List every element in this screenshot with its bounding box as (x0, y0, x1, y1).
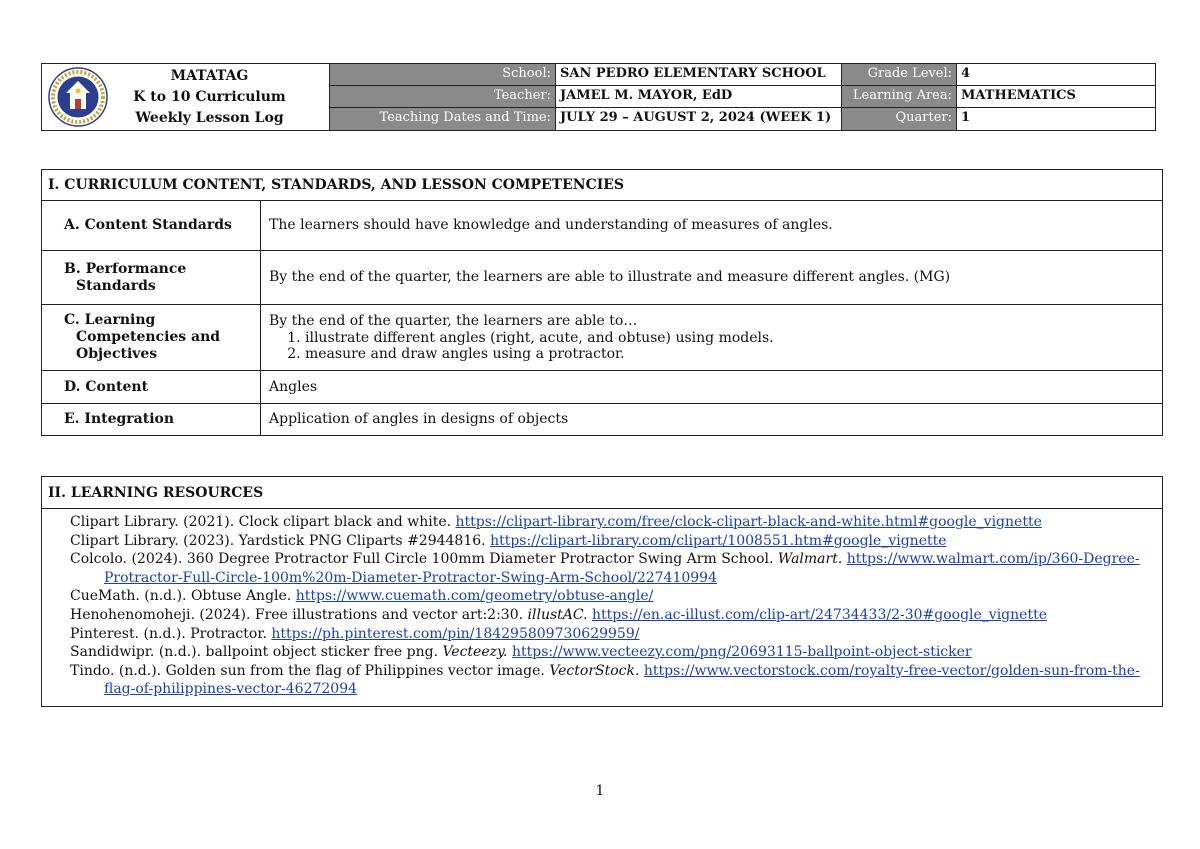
section1-heading: I. CURRICULUM CONTENT, STANDARDS, AND LESSON COMPETENCIES (42, 170, 1163, 201)
list-item (70, 625, 1162, 644)
ref-source: VectorStock. (549, 662, 640, 679)
competencies-value (261, 305, 1163, 371)
list-item: 1. illustrate different angles (right, acute, and obtuse) using models. (305, 330, 1156, 346)
grade-label: Grade Level: (842, 64, 957, 86)
competencies-label: C. Learning Competencies and Objectives (42, 305, 261, 371)
ref-link[interactable]: https://clipart-library.com/clipart/1008551.htm#google_vignette (490, 532, 947, 549)
area-value: MATHEMATICS (957, 86, 1155, 108)
school-value: SAN PEDRO ELEMENTARY SCHOOL (556, 64, 842, 86)
reference-list (42, 509, 1162, 699)
integration-label: E. Integration (42, 404, 261, 436)
content-standards-label: A. Content Standards (42, 201, 261, 251)
list-item: 2. measure and draw angles using a protractor. (305, 346, 1156, 362)
table-row (42, 201, 1163, 251)
list-item (70, 550, 1164, 587)
grade-value: 4 (957, 64, 1155, 86)
ref-link[interactable]: https://en.ac-illust.com/clip-art/24734433/2-30#google_vignette (592, 606, 1047, 623)
header-info-grid (330, 64, 1155, 130)
learning-resources (41, 476, 1163, 707)
ref-link[interactable]: https://www.walmart.com/ip/360-Degree-Protractor-Full-Circle-100m%20m-Diameter-Protractor-Swing-Arm-School/227410994 (104, 551, 1140, 586)
ref-source: illustAC. (527, 606, 588, 623)
table-row (42, 251, 1163, 305)
list-item (70, 587, 1162, 606)
ref-text: Clipart Library. (2023). Yardstick PNG Cliparts #2944816. (70, 532, 491, 549)
ref-link[interactable]: https://ph.pinterest.com/pin/184295809730629959/ (271, 625, 640, 642)
list-item (70, 662, 1164, 699)
curriculum-name: MATATAG (170, 68, 249, 84)
ref-text: CueMath. (n.d.). Obtuse Angle. (70, 588, 296, 605)
table-row (42, 305, 1163, 371)
list-item (70, 643, 1162, 662)
integration-value: Application of angles in designs of objects (261, 404, 1163, 436)
competencies-intro: By the end of the quarter, the learners are able to… (269, 313, 638, 329)
school-label: School: (330, 64, 556, 86)
teacher-label: Teacher: (330, 86, 556, 108)
curriculum-table (41, 169, 1163, 436)
ref-link[interactable]: https://www.vectorstock.com/royalty-free-vector/golden-sun-from-the-flag-of-philippines-vector-46272094 (104, 662, 1140, 698)
list-item (70, 513, 1162, 532)
performance-standards-label: B. Performance Standards (42, 251, 261, 305)
section2-heading: II. LEARNING RESOURCES (42, 477, 1162, 509)
ref-text: Pinterest. (n.d.). Protractor. (70, 625, 272, 642)
ref-link[interactable]: https://www.vecteezy.com/png/20693115-ballpoint-object-sticker (511, 644, 972, 661)
ref-link[interactable]: https://clipart-library.com/free/clock-clipart-black-and-white.html#google_vignette (455, 514, 1042, 530)
document-type: Weekly Lesson Log (135, 110, 284, 126)
content-standards-value: The learners should have knowledge and understanding of measures of angles. (261, 201, 1163, 251)
ref-source: Walmart. (777, 551, 843, 568)
ref-link[interactable]: https://www.cuemath.com/geometry/obtuse-angle/ (295, 588, 654, 605)
ref-text: Colcolo. (2024). 360 Degree Protractor Full Circle 100mm Diameter Protractor Swing Arm School. (70, 551, 778, 568)
page-number: 1 (595, 783, 605, 799)
curriculum-range: K to 10 Curriculum (133, 89, 286, 105)
quarter-value: 1 (957, 108, 1155, 130)
ref-source: Vecteezy. (442, 644, 508, 661)
ref-text: Sandidwipr. (n.d.). ballpoint object sticker free png. (70, 644, 443, 661)
ref-text: Tindo. (n.d.). Golden sun from the flag of Philippines vector image. (70, 662, 550, 679)
dates-value: JULY 29 – AUGUST 2, 2024 (WEEK 1) (556, 108, 842, 130)
dates-label: Teaching Dates and Time: (330, 108, 556, 130)
header-title-block (42, 64, 330, 130)
content-value: Angles (261, 371, 1163, 404)
quarter-label: Quarter: (842, 108, 957, 130)
ref-text: Clipart Library. (2021). Clock clipart black and white. (70, 514, 456, 530)
area-label: Learning Area: (842, 86, 957, 108)
performance-standards-value: By the end of the quarter, the learners are able to illustrate and measure different angles. (MG) (261, 251, 1163, 305)
lesson-log-header (41, 63, 1156, 131)
list-item (70, 532, 1162, 551)
content-label: D. Content (42, 371, 261, 404)
table-row (42, 404, 1163, 436)
ref-text: Henohenomoheji. (2024). Free illustrations and vector art:2:30. (70, 606, 528, 623)
deped-seal-icon (48, 67, 108, 127)
competencies-list (269, 330, 1156, 362)
header-title (122, 66, 297, 129)
teacher-value: JAMEL M. MAYOR, EdD (556, 86, 842, 108)
table-row (42, 371, 1163, 404)
list-item (70, 606, 1162, 625)
